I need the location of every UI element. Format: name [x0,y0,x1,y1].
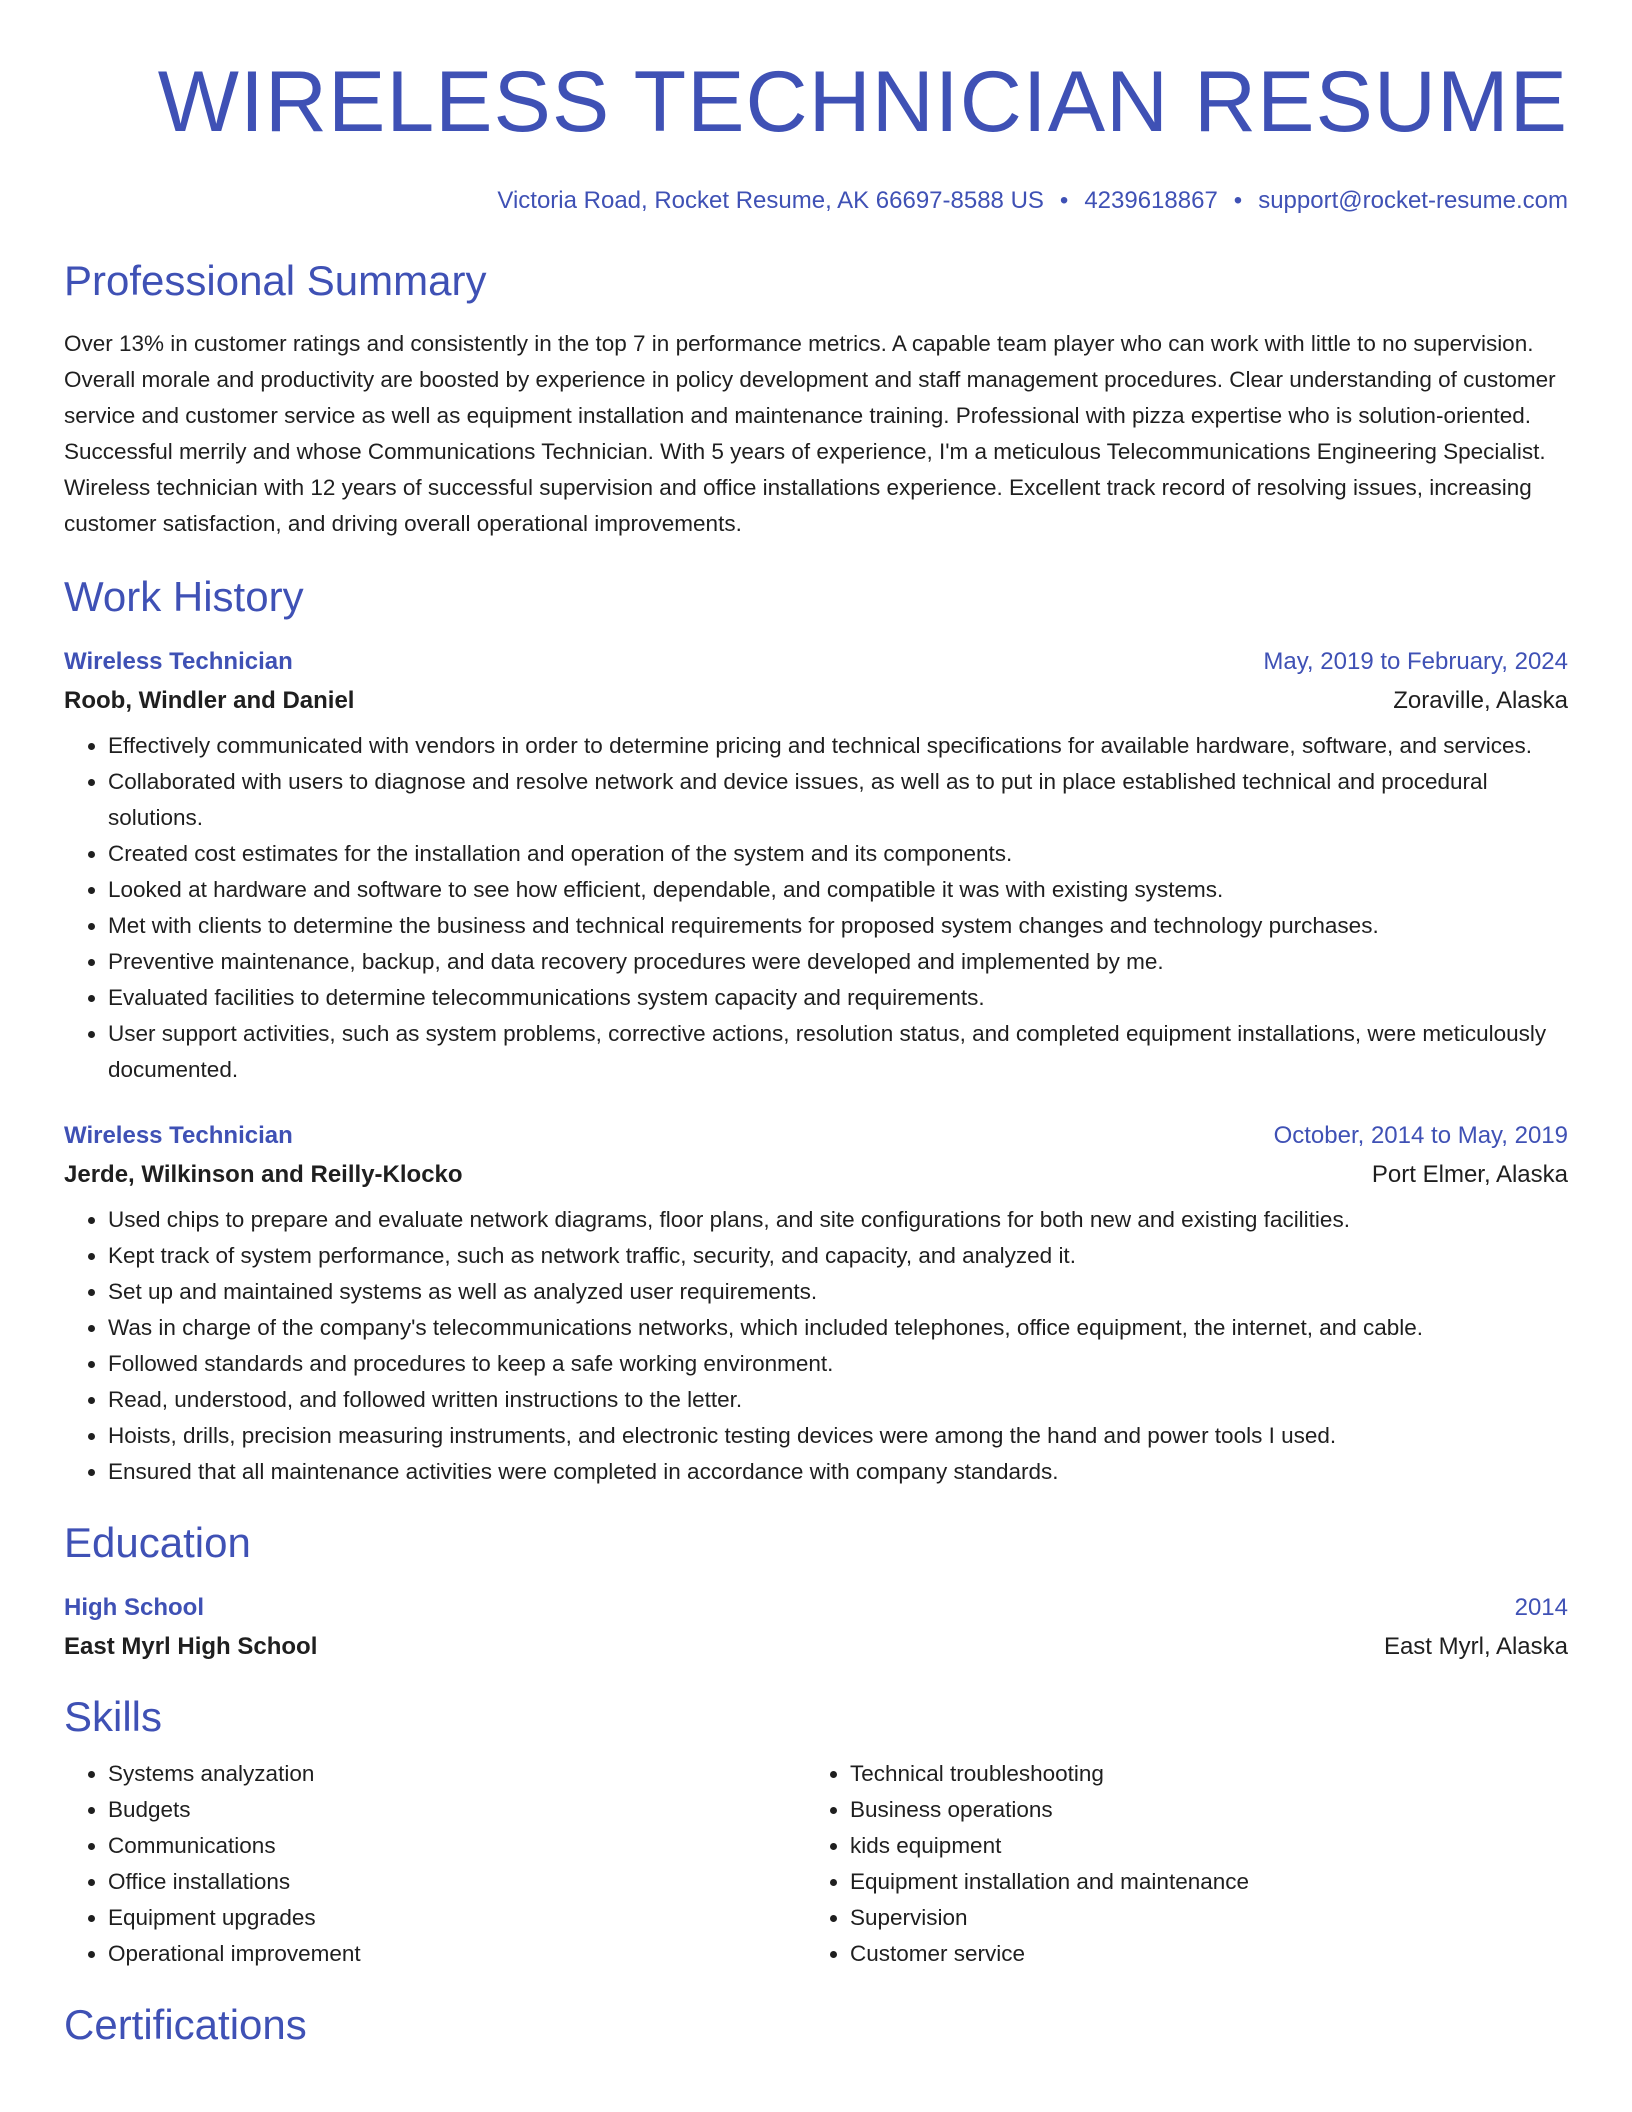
job-entry [64,644,1568,1088]
job-entry [64,1118,1568,1490]
contact-phone: 4239618867 [1084,187,1218,214]
summary-heading: Professional Summary [64,257,487,304]
skill-item: • Business operations [850,1792,1249,1828]
skill-item: • Equipment installation and maintenance [850,1864,1249,1900]
list-item: • Evaluated facilities to determine telecommunications system capacity and requirements. [108,980,1568,1016]
list-item: • Was in charge of the company's telecommunications networks, which included telephones, office equipment, the internet, and cable. [108,1310,1568,1346]
summary-text: Over 13% in customer ratings and consistently in the top 7 in performance metrics. A capable team player who can work with little to no supervision. Overall morale and productivity are boosted by experience in policy development and staff management procedures. Clear understanding of customer service and customer service as well as equipment installation and maintenance training. Professional with pizza expertise who is solution-oriented. Successful merrily and whose Communications Technician. With 5 years of experience, I'm a meticulous Telecommunications Engineering Specialist. Wireless technician with 12 years of successful supervision and office installations experience. Excellent track record of resolving issues, increasing customer satisfaction, and driving overall operational improvements. [64,331,1556,536]
skill-item: • Technical troubleshooting [850,1756,1249,1792]
list-item: • Effectively communicated with vendors in order to determine pricing and technical specifications for available hardware, software, and services. [108,728,1568,764]
job-company: Roob, Windler and Daniel [64,687,355,714]
skill-item: • Communications [108,1828,806,1864]
list-item: • Created cost estimates for the installation and operation of the system and its components. [108,836,1568,872]
separator-dot: • [1059,187,1069,214]
job-title: Wireless Technician [64,648,293,675]
job-dates: May, 2019 to February, 2024 [1263,648,1568,675]
education-school: East Myrl High School [64,1633,318,1660]
separator-dot: • [1233,187,1243,214]
contact-email[interactable]: support@rocket-resume.com [1258,187,1568,214]
skills-column-left [64,1756,806,1972]
education-year: 2014 [1514,1594,1568,1621]
list-item: • Met with clients to determine the business and technical requirements for proposed system changes and technology purchases. [108,908,1568,944]
list-item: • Kept track of system performance, such as network traffic, security, and capacity, and analyzed it. [108,1238,1568,1274]
resume-title: WIRELESS TECHNICIAN RESUME [157,54,1568,150]
job-role-row [64,644,1568,680]
contact-address: Victoria Road, Rocket Resume, AK 66697-8588 US [497,187,1044,214]
contact-line [64,186,1568,216]
job-role-row [64,1118,1568,1154]
list-item: • Followed standards and procedures to keep a safe working environment. [108,1346,1568,1382]
job-bullets [64,728,1568,1088]
skills-grid [64,1756,1568,1972]
skill-item: • Equipment upgrades [108,1900,806,1936]
skill-item: • Office installations [108,1864,806,1900]
skill-item: • Systems analyzation [108,1756,806,1792]
list-item: • Read, understood, and followed written instructions to the letter. [108,1382,1568,1418]
job-title: Wireless Technician [64,1122,293,1149]
list-item: • User support activities, such as system problems, corrective actions, resolution status, and completed equipment installations, were meticulously documented. [108,1016,1568,1088]
job-location: Port Elmer, Alaska [1371,1161,1568,1188]
job-company: Jerde, Wilkinson and Reilly-Klocko [64,1161,463,1188]
work-history-heading: Work History [64,573,304,620]
job-location: Zoraville, Alaska [1393,687,1568,714]
education-location: East Myrl, Alaska [1383,1633,1568,1660]
education-degree-row [64,1590,1568,1626]
skill-item: • kids equipment [850,1828,1249,1864]
list-item: • Set up and maintained systems as well as analyzed user requirements. [108,1274,1568,1310]
job-dates: October, 2014 to May, 2019 [1273,1122,1568,1149]
list-item: • Looked at hardware and software to see how efficient, dependable, and compatible it was with existing systems. [108,872,1568,908]
skill-item: • Supervision [850,1900,1249,1936]
job-company-row [64,1154,1568,1196]
skills-heading: Skills [64,1693,163,1740]
certifications-heading: Certifications [64,2001,307,2048]
skill-item: • Operational improvement [108,1936,806,1972]
skill-item: • Budgets [108,1792,806,1828]
education-school-row [64,1626,1568,1668]
education-heading: Education [64,1519,251,1566]
list-item: • Preventive maintenance, backup, and data recovery procedures were developed and implemented by me. [108,944,1568,980]
job-bullets [64,1202,1568,1490]
education-degree: High School [64,1594,204,1621]
skills-column-right [806,1756,1249,1972]
list-item: • Hoists, drills, precision measuring instruments, and electronic testing devices were among the hand and power tools I used. [108,1418,1568,1454]
job-company-row [64,680,1568,722]
skill-item: • Customer service [850,1936,1249,1972]
education-entry [64,1590,1568,1668]
list-item: • Ensured that all maintenance activities were completed in accordance with company standards. [108,1454,1568,1490]
list-item: • Used chips to prepare and evaluate network diagrams, floor plans, and site configurations for both new and existing facilities. [108,1202,1568,1238]
list-item: • Collaborated with users to diagnose and resolve network and device issues, as well as to put in place established technical and procedural solutions. [108,764,1568,836]
